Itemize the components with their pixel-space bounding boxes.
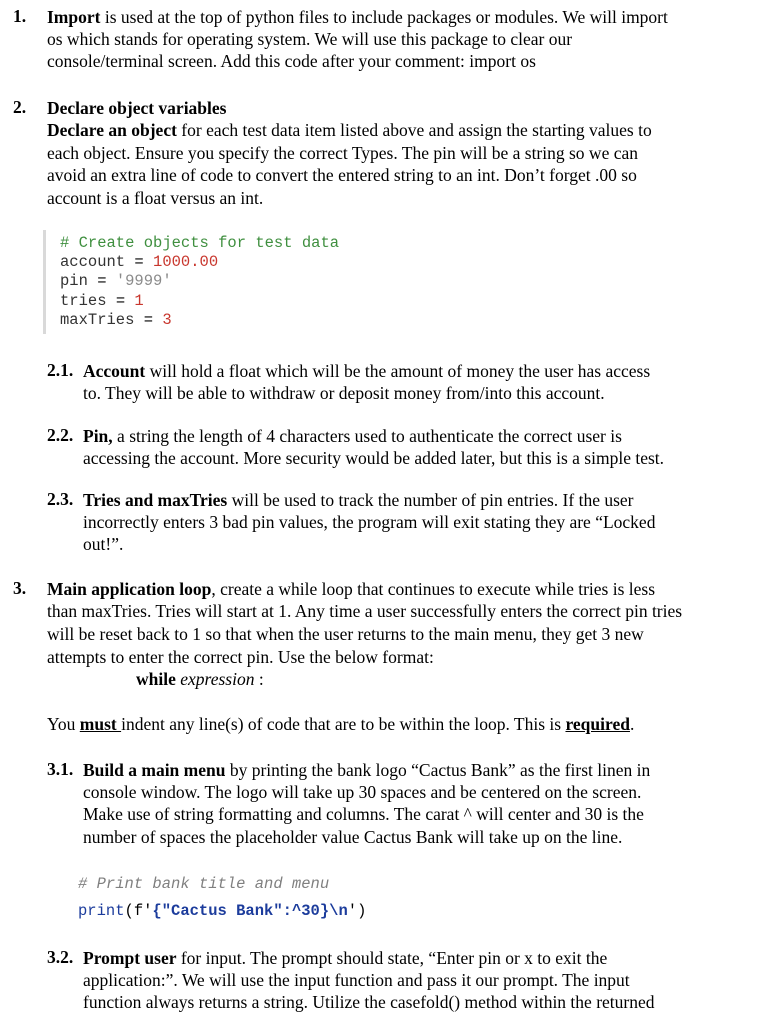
section-number: 3.1. — [47, 759, 74, 779]
section-number: 2.2. — [47, 425, 74, 445]
item-2-line-1: Declare an object for each test data item listed above and assign the starting values to — [47, 120, 652, 140]
item-3-line-4: attempts to enter the correct pin. Use the below format: — [47, 647, 434, 667]
section-3-1-line-1: Build a main menu by printing the bank logo “Cactus Bank” as the first linen in — [83, 760, 651, 780]
section-3-1-line-2: console window. The logo will take up 30 spaces and be centered on the screen. — [83, 782, 642, 802]
section-2-2-line-2: accessing the account. More security would be added later, but this is a simple test. — [83, 448, 665, 468]
section-number: 2.1. — [47, 360, 74, 380]
item-3-line-3: will be reset back to 1 so that when the user returns to the main menu, they get 3 new — [47, 624, 644, 644]
section-number: 3.2. — [47, 947, 74, 967]
code-line: pin = '9999' — [60, 272, 172, 291]
code-block-objects — [43, 230, 373, 334]
code-comment: # Print bank title and menu — [78, 875, 330, 893]
item-1-line-1: Import is used at the top of python files to include packages or modules. We will import — [47, 7, 668, 27]
item-number: 3. — [13, 578, 27, 598]
section-2-3-line-2: incorrectly enters 3 bad pin values, the program will exit stating they are “Locked — [83, 512, 656, 532]
item-1-line-2: os which stands for operating system. We will use this package to clear our — [47, 29, 573, 49]
item-1-line-3: console/terminal screen. Add this code after your comment: import os — [47, 51, 536, 71]
code-line: account = 1000.00 — [60, 253, 219, 272]
item-2-line-3: avoid an extra line of code to convert the entered string to an int. Don’t forget .00 so — [47, 165, 637, 185]
item-2-heading: Declare object variables — [47, 98, 227, 118]
code-comment: # Create objects for test data — [60, 234, 340, 252]
section-2-3-line-1: Tries and maxTries will be used to track the number of pin entries. If the user — [83, 490, 634, 510]
item-number: 1. — [13, 6, 27, 26]
code-print-line: print(f'{"Cactus Bank":^30}\n') — [78, 902, 367, 920]
item-3-line-2: than maxTries. Tries will start at 1. Any time a user successfully enters the correct pin tries — [47, 601, 683, 621]
code-line: maxTries = 3 — [60, 310, 172, 329]
section-2-2-line-1: Pin, a string the length of 4 characters used to authenticate the correct user is — [83, 426, 622, 446]
indent-note: You must indent any line(s) of code that are to be within the loop. This is required. — [47, 714, 635, 734]
item-2-line-4: account is a float versus an int. — [47, 188, 264, 208]
item-number: 2. — [13, 97, 27, 117]
section-2-1-line-1: Account will hold a float which will be the amount of money the user has access — [83, 361, 651, 381]
section-3-2-line-2: application:”. We will use the input function and pass it our prompt. The input — [83, 970, 630, 990]
section-number: 2.3. — [47, 489, 74, 509]
code-line: tries = 1 — [60, 291, 144, 310]
while-format: while expression : — [136, 669, 264, 689]
section-3-2-line-1: Prompt user for input. The prompt should state, “Enter pin or x to exit the — [83, 948, 608, 968]
section-3-2-line-3: function always returns a string. Utilize the casefold() method within the returned — [83, 992, 655, 1012]
section-2-3-line-3: out!”. — [83, 534, 124, 554]
item-3-line-1: Main application loop, create a while loop that continues to execute while tries is less — [47, 579, 656, 599]
section-3-1-line-3: Make use of string formatting and columns. The carat ^ will center and 30 is the — [83, 804, 644, 824]
item-2-line-2: each object. Ensure you specify the correct Types. The pin will be a string so we can — [47, 143, 638, 163]
section-2-1-line-2: to. They will be able to withdraw or deposit money from/into this account. — [83, 383, 605, 403]
section-3-1-line-4: number of spaces the placeholder value Cactus Bank will take up on the line. — [83, 827, 623, 847]
